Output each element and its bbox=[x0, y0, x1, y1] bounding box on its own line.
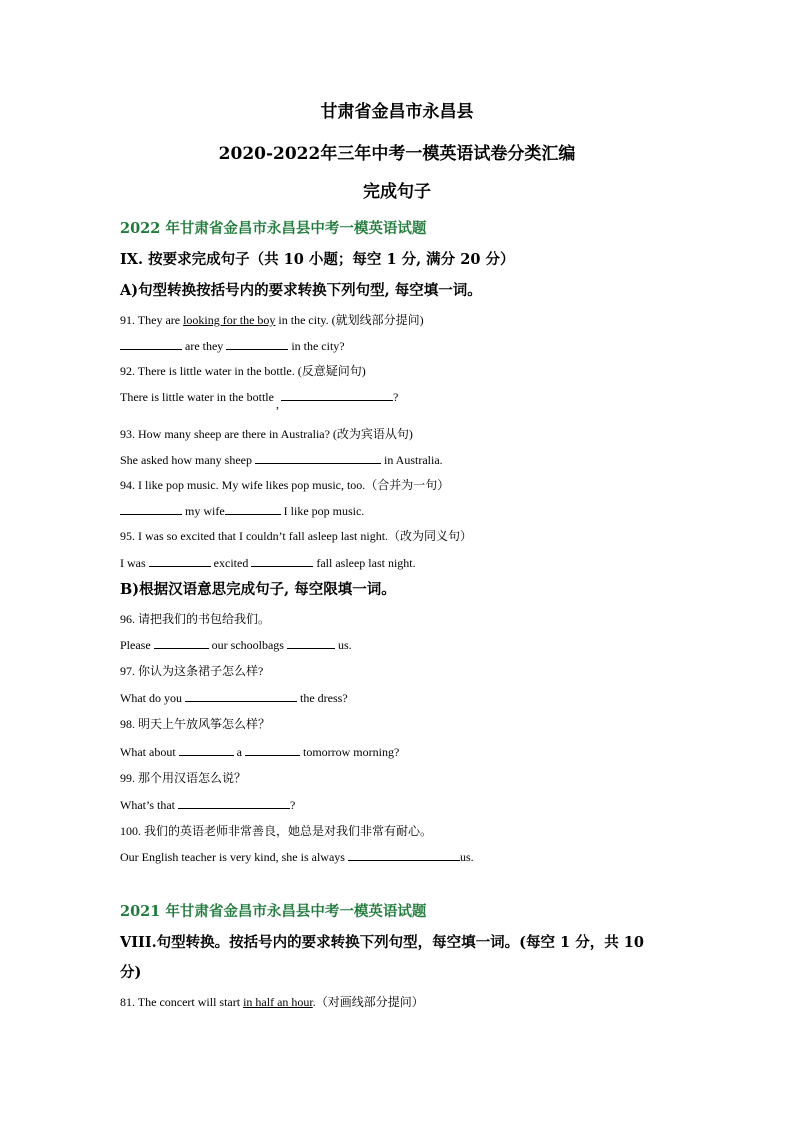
section-2021-instructions-line1: VIII.句型转换。按括号内的要求转换下列句型，每空填一词。(每空 1 分，共 10 bbox=[120, 934, 644, 951]
answer-text: What do you bbox=[120, 691, 185, 705]
section-2021-title: 2021 年甘肃省金昌市永昌县中考一模英语试题 bbox=[120, 903, 427, 920]
answer-92 bbox=[120, 388, 399, 411]
answer-text: our schoolbags bbox=[208, 638, 287, 652]
answer-93 bbox=[120, 451, 443, 468]
answer-text: us. bbox=[334, 638, 352, 652]
question-94: 94. I like pop music. My wife likes pop music, too.（合并为一句） bbox=[120, 478, 450, 492]
question-97: 97. 你认为这条裙子怎么样? bbox=[120, 664, 264, 678]
answer-text: in the city? bbox=[288, 339, 345, 353]
answer-text: are they bbox=[182, 339, 227, 353]
answer-blank[interactable] bbox=[120, 337, 182, 350]
answer-blank[interactable] bbox=[185, 689, 297, 702]
q91-underlined-phrase: looking for the boy bbox=[183, 313, 276, 327]
answer-100 bbox=[120, 848, 474, 865]
answer-blank[interactable] bbox=[348, 848, 460, 861]
question-98: 98. 明天上午放风筝怎么样？ bbox=[120, 717, 271, 731]
answer-blank[interactable] bbox=[251, 554, 313, 567]
doc-title-line3: 完成句子 bbox=[363, 182, 431, 202]
answer-blank[interactable] bbox=[287, 636, 335, 649]
answer-text: a bbox=[233, 745, 245, 759]
doc-title-line2: 2020-2022年三年中考一模英语试卷分类汇编 bbox=[218, 144, 576, 164]
answer-blank[interactable] bbox=[149, 554, 211, 567]
section-2021-instructions-line2: 分) bbox=[120, 964, 142, 981]
part-a-heading: A)句型转换按括号内的要求转换下列句型, 每空填一词。 bbox=[120, 282, 482, 299]
question-99: 99. 那个用汉语怎么说？ bbox=[120, 771, 247, 785]
answer-99 bbox=[120, 796, 295, 813]
answer-98 bbox=[120, 743, 399, 760]
answer-text: Our English teacher is very kind, she is always bbox=[120, 850, 348, 864]
answer-text: Please bbox=[120, 638, 154, 652]
answer-text: my wife bbox=[182, 504, 225, 518]
question-95: 95. I was so excited that I couldn’t fall asleep last night.（改为同义句） bbox=[120, 529, 473, 543]
answer-comma: , bbox=[275, 397, 279, 411]
section-2022-title: 2022 年甘肃省金昌市永昌县中考一模英语试题 bbox=[120, 220, 427, 237]
answer-blank[interactable] bbox=[226, 337, 288, 350]
question-92: 92. There is little water in the bottle. (反意疑问句) bbox=[120, 364, 366, 378]
answer-text: What’s that bbox=[120, 798, 178, 812]
answer-text: She asked how many sheep bbox=[120, 453, 255, 467]
q81-underlined-phrase: in half an hour bbox=[243, 995, 313, 1009]
answer-text: fall asleep last night. bbox=[313, 556, 416, 570]
section-2022-instructions: IX. 按要求完成句子（共 10 小题；每空 1 分, 满分 20 分） bbox=[120, 251, 515, 268]
q91-text-end: in the city. (就划线部分提问) bbox=[275, 313, 424, 327]
answer-text: I like pop music. bbox=[280, 504, 365, 518]
answer-blank[interactable] bbox=[154, 636, 209, 649]
q81-text-start: 81. The concert will start bbox=[120, 995, 244, 1009]
doc-title-line1: 甘肃省金昌市永昌县 bbox=[320, 102, 474, 122]
answer-96 bbox=[120, 636, 352, 653]
question-100: 100. 我们的英语老师非常善良，她总是对我们非常有耐心。 bbox=[120, 824, 433, 838]
answer-blank[interactable] bbox=[179, 743, 234, 756]
answer-blank[interactable] bbox=[225, 502, 281, 515]
answer-text: There is little water in the bottle bbox=[120, 390, 274, 404]
question-93: 93. How many sheep are there in Australia? (改为宾语从句) bbox=[120, 427, 413, 441]
answer-blank[interactable] bbox=[178, 796, 290, 809]
answer-text: the dress? bbox=[297, 691, 348, 705]
answer-95 bbox=[120, 554, 416, 571]
answer-94 bbox=[120, 502, 364, 519]
answer-blank[interactable] bbox=[281, 388, 393, 401]
q91-text-start: 91. They are bbox=[120, 313, 184, 327]
answer-blank[interactable] bbox=[245, 743, 300, 756]
answer-97 bbox=[120, 689, 348, 706]
answer-91 bbox=[120, 337, 345, 354]
answer-text: ? bbox=[392, 390, 399, 404]
q81-text-end: .（对画线部分提问） bbox=[312, 995, 424, 1009]
answer-blank[interactable] bbox=[255, 451, 381, 464]
answer-blank[interactable] bbox=[120, 502, 182, 515]
answer-text: in Australia. bbox=[380, 453, 443, 467]
answer-text: excited bbox=[210, 556, 252, 570]
answer-text: I was bbox=[120, 556, 149, 570]
question-96: 96. 请把我们的书包给我们。 bbox=[120, 612, 271, 626]
answer-text: tomorrow morning? bbox=[299, 745, 400, 759]
answer-text: us. bbox=[459, 850, 474, 864]
answer-text: ? bbox=[289, 798, 296, 812]
answer-text: What about bbox=[120, 745, 179, 759]
question-81 bbox=[120, 993, 424, 1010]
question-91 bbox=[120, 311, 424, 328]
part-b-heading: B)根据汉语意思完成句子, 每空限填一词。 bbox=[120, 581, 396, 598]
